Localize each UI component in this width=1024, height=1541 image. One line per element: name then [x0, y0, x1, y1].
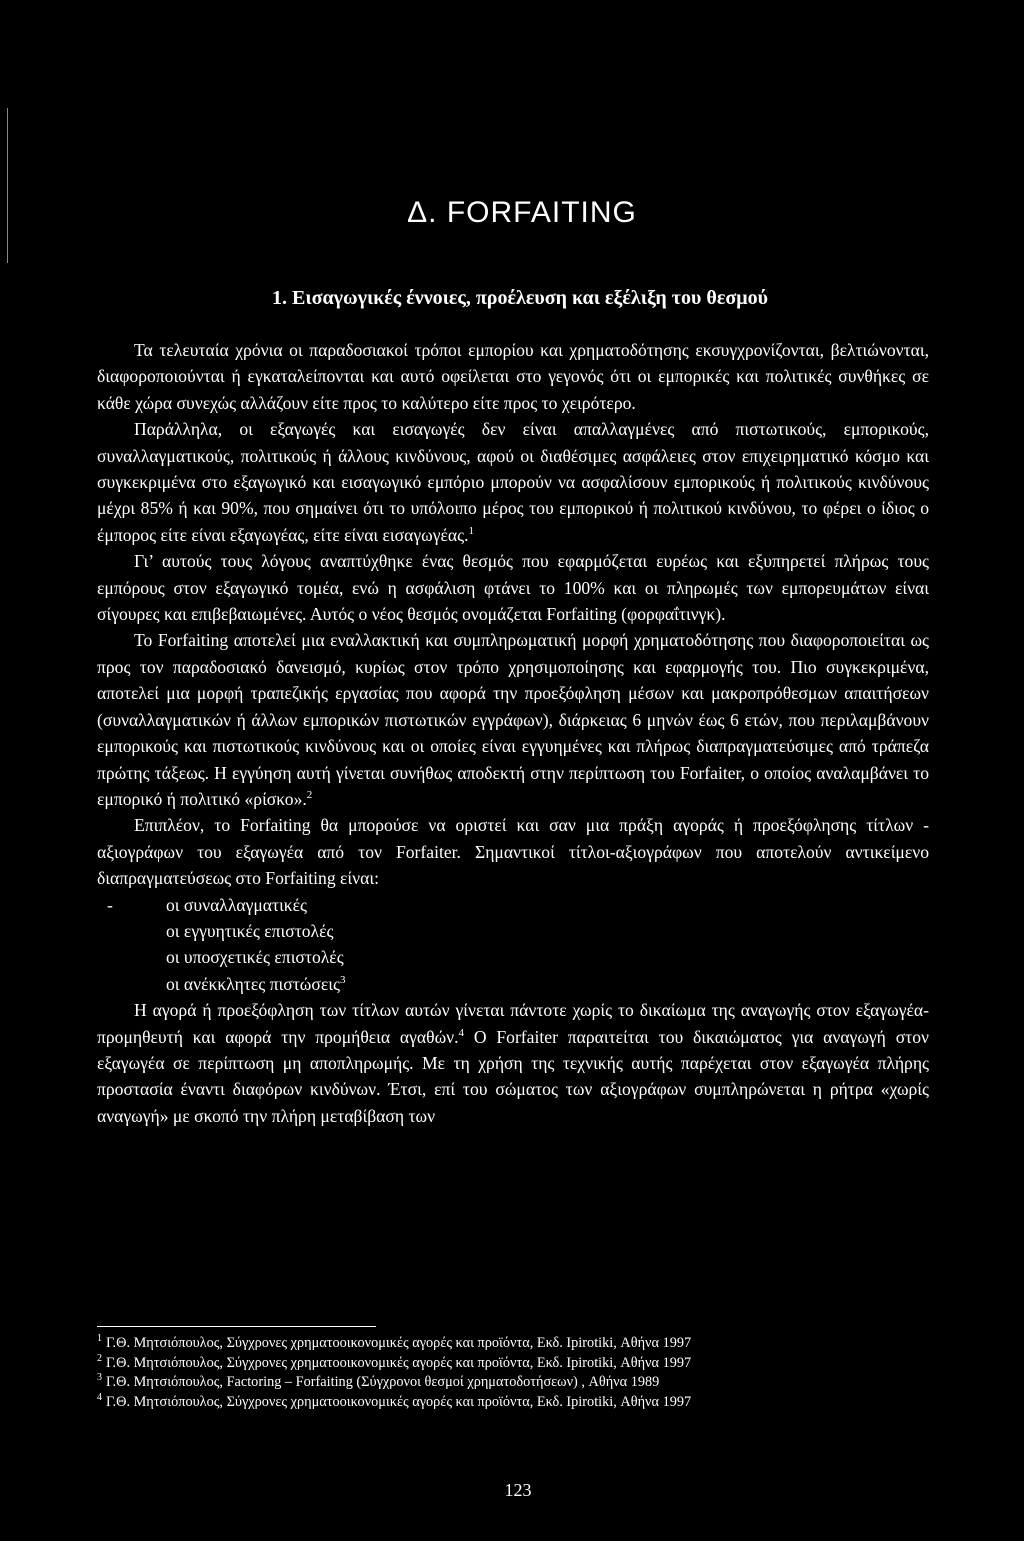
list-dash: - — [107, 894, 113, 915]
list-item-text: οι συναλλαγματικές — [166, 894, 308, 915]
list-item — [97, 892, 929, 918]
paragraph-4 — [97, 627, 929, 812]
paragraph-1: Τα τελευταία χρόνια οι παραδοσιακοί τρόποι εμπορίου και χρηματοδότησης εκσυγχρονίζονται, βελτιώνονται, διαφοροποιούνται ή εγκαταλείπονται και αυτό οφείλεται στο γεγονός ότι οι εμπορικές και πολιτικές συνθήκες σε κάθε χώρα συνεχώς αλλάζουν είτε προς το καλύτερο είτε προς το χειρότερο. — [97, 340, 929, 413]
paragraph-2-text: Παράλληλα, οι εξαγωγές και εισαγωγές δεν είναι απαλλαγμένες από πιστωτικούς, εμπορικούς, συναλλαγματικούς, πολιτικούς ή άλλους κινδύνους, αφού οι διαθέσιμες ασφάλειες στον επιχειρηματικό κόσμο και συγκεκριμένα στο εξαγωγικό και εισαγωγικό εμπόριο μπορούν να ασφαλίσουν εμπορικούς ή πολιτικούς κινδύνους μέχρι 85% ή και 90%, που σημαίνει ότι το υπόλοιπο μέρος του εμπορικού ή πολιτικού κινδύνου, το φέρει ο ίδιος ο έμπορος είτε είναι εξαγωγέας, είτε είναι εισαγωγέας. — [97, 419, 929, 545]
list-item — [97, 918, 929, 944]
list-item-text: οι ανέκκλητες πιστώσεις — [166, 973, 340, 994]
footnote-item — [97, 1354, 957, 1374]
footnote-text: Γ.Θ. Μητσιόπουλος, Σύγχρονες χρηματοοικονομικές αγορές και προϊόντα, Εκδ. Ipirotiki, Αθήνα 1997 — [106, 1393, 692, 1410]
footnote-number: 2 — [97, 1352, 102, 1364]
list-item-text: οι υποσχετικές επιστολές — [166, 947, 344, 968]
footnote-text: Γ.Θ. Μητσιόπουλος, Factoring – Forfaiting (Σύγχρονοι θεσμοί χρηματοδοτήσεων) , Αθήνα 1989 — [106, 1374, 660, 1390]
footnote-ref-4[interactable]: 4 — [458, 1026, 465, 1039]
footnote-number: 1 — [97, 1333, 102, 1345]
page-number: 123 — [504, 1480, 532, 1500]
paragraph-6-text-a: Η αγορά ή προεξόφληση των τίτλων αυτών γίνεται πάντοτε χωρίς το δικαίωμα της αναγωγής στον εξαγωγέα-προμηθευτή και αφορά την προμήθεια αγαθών. — [97, 1000, 929, 1047]
footnote-divider — [97, 1326, 376, 1327]
footnote-item — [97, 1334, 957, 1354]
section-heading: 1. Εισαγωγικές έννοιες, προέλευση και εξέλιξη του θεσμού — [272, 287, 768, 309]
paragraph-3: Γι’ αυτούς τους λόγους αναπτύχθηκε ένας θεσμός που εφαρμόζεται ευρέως και εξυπηρετεί πλήρως τους εμπόρους στον εξαγωγικό τομέα, ενώ η ασφάλιση φτάνει το 100% και οι πληρωμές των εμπορευμάτων είναι σίγουρες και επιβεβαιωμένες. Αυτός ο νέος θεσμός ονομάζεται Forfaiting (φορφαΐτινγκ). — [97, 551, 929, 625]
list-item — [97, 944, 929, 970]
list-item — [97, 971, 929, 997]
footnote-number: 4 — [97, 1391, 102, 1403]
footnote-ref-2[interactable]: 2 — [306, 789, 313, 802]
paragraph-4-text: Το Forfaiting αποτελεί μια εναλλακτική και συμπληρωματική μορφή χρηματοδότησης που διαφοροποιείται ως προς τον παραδοσιακό δανεισμό, κυρίως στον τρόπο χρησιμοποίησης και εφαρμογής του. Πιο συγκεκριμένα, αποτελεί μια μορφή τραπεζικής εργασίας που αφορά την προεξόφληση μέσων και μακροπρόθεσμων απαιτήσεων (συναλλαγματικών ή άλλων εμπορικών πιστωτικών εγγράφων), διάρκειας 6 μηνών έως 6 ετών, που περιλαμβάνουν εμπορικούς και πιστωτικούς κινδύνους και οι οποίες είναι εγγυημένες και πλήρως διαπραγματεύσιμες από τράπεζα πρώτης τάξεως. Η εγγύηση αυτή γίνεται συνήθως αποδεκτή στην περίπτωση του Forfaiter, ο οποίος αναλαμβάνει το εμπορικό ή πολιτικό «ρίσκο». — [97, 630, 929, 809]
footnote-text: Γ.Θ. Μητσιόπουλος, Σύγχρονες χρηματοοικονομικές αγορές και προϊόντα, Εκδ. Ipirotiki, Αθήνα 1997 — [106, 1335, 692, 1351]
paragraph-6 — [97, 997, 929, 1129]
footnote-ref-1[interactable]: 1 — [468, 524, 474, 537]
footnotes — [97, 1334, 957, 1412]
paragraph-2 — [97, 416, 929, 548]
footnote-item — [97, 1373, 957, 1393]
page-title: Δ. FORFAITING — [407, 196, 637, 229]
body-text — [97, 337, 929, 1129]
footnote-text: Γ.Θ. Μητσιόπουλος, Σύγχρονες χρηματοοικονομικές αγορές και προϊόντα, Εκδ. Ipirotiki, Αθήνα 1997 — [106, 1354, 692, 1371]
footnote-number: 3 — [97, 1372, 102, 1384]
instrument-list — [97, 892, 929, 998]
paragraph-5: Επιπλέον, το Forfaiting θα μπορούσε να οριστεί και σαν μια πράξη αγοράς ή προεξόφλησης τίτλων - αξιογράφων του εξαγωγέα από τον Forfaiter. Σημαντικοί τίτλοι-αξιογράφων που αποτελούν αντικείμενο διαπραγματεύσεως στο Forfaiting είναι: — [97, 815, 929, 889]
paragraph-6-text-b: Ο Forfaiter παραιτείται του δικαιώματος για αναγωγή στον εξαγωγέα σε περίπτωση μη αποπληρωμής. Με τη χρήση της τεχνικής αυτής παρέχεται στον εξαγωγέα πλήρης προστασία έναντι διαφόρων κινδύνων. Έτσι, επί του σώματος των αξιογράφων συμπληρώνεται η ρήτρα «χωρίς αναγωγή» με σκοπό την πλήρη μεταβίβαση των — [97, 1026, 930, 1126]
footnote-item — [97, 1393, 957, 1413]
list-item-text: οι εγγυητικές επιστολές — [166, 920, 334, 941]
page-edge-line — [7, 108, 8, 263]
footnote-ref-3[interactable]: 3 — [339, 973, 346, 986]
